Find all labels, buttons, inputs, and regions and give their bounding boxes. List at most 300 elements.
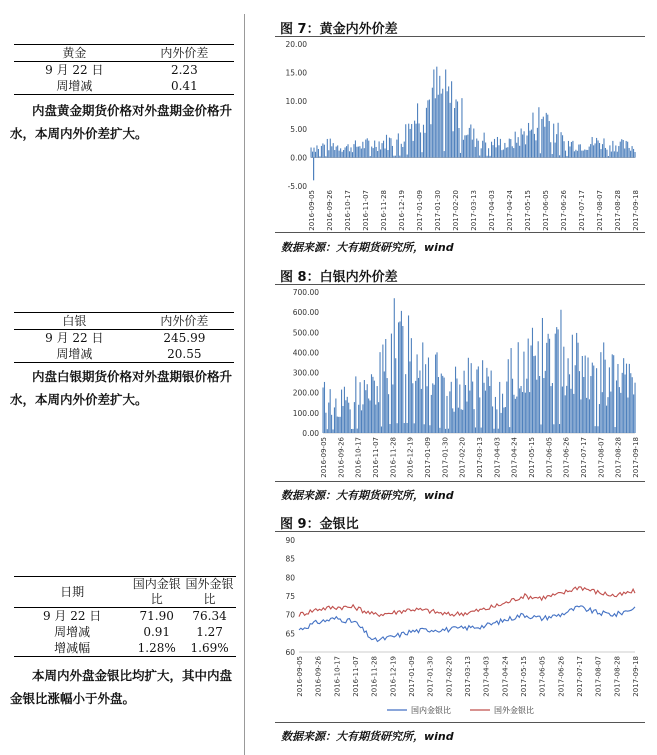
chart-9-title: 图 9：金银比 xyxy=(280,517,359,532)
bar xyxy=(423,125,424,158)
bar xyxy=(472,382,473,433)
bar xyxy=(630,151,631,158)
bar xyxy=(625,374,626,433)
bar xyxy=(374,381,375,433)
bar xyxy=(552,383,553,433)
x-tick-label: 2017-06-05 xyxy=(538,656,547,697)
bar xyxy=(522,392,523,433)
bar xyxy=(318,149,319,158)
bar xyxy=(361,149,362,158)
bar xyxy=(492,406,493,433)
bar xyxy=(569,146,570,157)
y-tick-label: 700.00 xyxy=(292,288,319,297)
bar xyxy=(560,310,561,433)
bar xyxy=(389,424,390,433)
bar xyxy=(386,135,387,158)
bar xyxy=(633,149,634,158)
x-tick-label: 2017-08-07 xyxy=(596,190,604,231)
x-tick-label: 2017-04-03 xyxy=(482,656,491,697)
bar xyxy=(589,399,590,433)
bar xyxy=(538,107,539,157)
gold-row-label: 9 月 22 日 xyxy=(45,63,104,77)
bar xyxy=(368,141,369,158)
bar xyxy=(340,148,341,157)
bar xyxy=(479,397,480,433)
bar xyxy=(395,156,396,158)
bar xyxy=(547,115,548,158)
bar xyxy=(543,378,544,433)
bar xyxy=(419,123,420,157)
bar xyxy=(524,131,525,157)
bar xyxy=(535,356,536,433)
bar xyxy=(485,391,486,433)
bar xyxy=(439,76,440,158)
bar xyxy=(413,141,414,158)
bar xyxy=(538,341,539,433)
bar xyxy=(393,156,394,158)
silver-row-label: 9 月 22 日 xyxy=(45,331,104,345)
legend-label: 国内金银比 xyxy=(411,706,451,715)
chart-9-source: 数据来源：大有期货研究所，wind xyxy=(281,730,454,743)
gold-row-value: 2.23 xyxy=(170,63,198,77)
bar xyxy=(398,322,399,433)
y-tick-label: 100.00 xyxy=(292,408,319,418)
x-tick-label: 2017-01-09 xyxy=(416,190,424,231)
x-tick-label: 2017-08-28 xyxy=(614,190,622,231)
bar xyxy=(476,139,477,158)
x-tick-label: 2017-04-03 xyxy=(493,437,502,478)
bar xyxy=(405,374,406,433)
x-tick-label: 2017-07-17 xyxy=(580,437,588,478)
bar xyxy=(478,141,479,158)
silver-spread-chart xyxy=(275,285,645,481)
bar xyxy=(583,151,584,158)
bar xyxy=(427,386,428,433)
bar xyxy=(382,345,383,433)
bar xyxy=(417,103,418,157)
gold-row-value: 0.41 xyxy=(170,79,198,93)
silver-header-1: 内外价差 xyxy=(135,313,234,330)
bar xyxy=(390,138,391,157)
bar xyxy=(504,143,505,158)
bar xyxy=(408,315,409,433)
bar xyxy=(505,407,506,433)
bar xyxy=(447,91,448,157)
bar xyxy=(540,153,541,157)
x-tick-label: 2017-01-30 xyxy=(434,190,442,231)
y-tick-label: 65 xyxy=(285,629,295,639)
bar xyxy=(546,343,547,433)
x-tick-label: 2017-05-15 xyxy=(524,190,532,231)
bar xyxy=(482,360,483,433)
x-tick-label: 2016-12-19 xyxy=(398,190,406,231)
bar xyxy=(398,133,399,157)
bar xyxy=(364,148,365,157)
y-tick-label: 0.00 xyxy=(302,429,319,438)
bar xyxy=(350,147,351,157)
ratio-row-domestic: 0.91 xyxy=(143,625,171,639)
bar xyxy=(605,148,606,158)
bar xyxy=(454,412,455,433)
bar xyxy=(465,385,466,433)
bar xyxy=(370,156,371,158)
bar xyxy=(324,382,325,433)
bar xyxy=(579,371,580,433)
bar xyxy=(362,404,363,433)
bar xyxy=(500,139,501,158)
bar xyxy=(466,402,467,433)
bar xyxy=(590,144,591,158)
bar xyxy=(439,428,440,433)
bar xyxy=(544,127,545,158)
bar xyxy=(430,124,431,157)
bar xyxy=(372,377,373,433)
x-tick-label: 2016-12-19 xyxy=(389,656,398,697)
bar xyxy=(411,124,412,158)
bar xyxy=(503,408,504,433)
x-tick-label: 2017-08-28 xyxy=(614,437,623,478)
bar xyxy=(528,339,529,433)
bar xyxy=(315,152,316,158)
bar xyxy=(515,132,516,158)
bar xyxy=(623,140,624,158)
bar xyxy=(629,148,630,158)
bar xyxy=(561,132,562,157)
x-tick-label: 2017-03-13 xyxy=(470,190,478,231)
bar xyxy=(525,393,526,433)
y-tick-label: 300.00 xyxy=(292,368,319,378)
bar xyxy=(602,392,603,433)
ratio-row-label: 增减幅 xyxy=(54,641,91,655)
ratio-row-label: 周增减 xyxy=(54,625,91,639)
bar xyxy=(516,143,517,158)
bar xyxy=(545,371,546,433)
bar xyxy=(526,379,527,433)
bar xyxy=(458,128,459,158)
bar xyxy=(442,89,443,158)
bar xyxy=(397,423,398,433)
x-tick-label: 2016-09-26 xyxy=(337,437,346,478)
bar xyxy=(472,140,473,158)
bar xyxy=(593,366,594,433)
bar xyxy=(376,147,377,158)
bar xyxy=(457,101,458,157)
bar xyxy=(492,145,493,157)
bar xyxy=(553,424,554,433)
chart-8-frame-bottom xyxy=(275,481,645,482)
bar xyxy=(328,150,329,157)
bar xyxy=(461,98,462,157)
bar xyxy=(444,151,445,158)
bar xyxy=(633,394,634,433)
bar xyxy=(313,148,314,158)
bar xyxy=(562,387,563,433)
bar xyxy=(460,153,461,158)
chart-7-source: 数据来源：大有期货研究所，wind xyxy=(281,241,454,254)
bar xyxy=(559,424,560,433)
bar xyxy=(410,129,411,158)
bar xyxy=(355,140,356,157)
silver-row-value: 20.55 xyxy=(167,347,202,361)
bar xyxy=(455,367,456,433)
bar xyxy=(486,368,487,433)
bar xyxy=(389,138,390,158)
silver-comment: 内盘白银期货价格对外盘期银价格升水，本周内外价差扩大。 xyxy=(10,369,233,407)
bar xyxy=(438,377,439,433)
bar xyxy=(488,377,489,433)
bar xyxy=(459,384,460,433)
y-tick-label: 20.00 xyxy=(285,40,307,49)
gold-table xyxy=(14,44,234,95)
y-tick-label: 75 xyxy=(285,592,295,601)
bar xyxy=(335,398,336,433)
bar xyxy=(361,410,362,433)
bar xyxy=(407,155,408,158)
bar xyxy=(417,354,418,433)
bar xyxy=(501,413,502,433)
bar xyxy=(469,128,470,158)
bar xyxy=(478,366,479,433)
bar xyxy=(599,404,600,433)
bar xyxy=(358,405,359,433)
bar xyxy=(405,124,406,157)
bar xyxy=(365,390,366,433)
bar xyxy=(357,429,358,433)
y-tick-label: -5.00 xyxy=(287,182,307,191)
bar xyxy=(566,386,567,433)
bar xyxy=(513,395,514,433)
bar xyxy=(337,417,338,433)
bar xyxy=(598,140,599,157)
bar xyxy=(469,391,470,433)
bar xyxy=(334,150,335,158)
bar xyxy=(575,150,576,158)
ratio-row-domestic: 1.28% xyxy=(137,641,176,655)
bar xyxy=(434,385,435,433)
bar xyxy=(421,389,422,433)
bar xyxy=(327,429,328,433)
gold-header-0: 黄金 xyxy=(14,45,135,62)
x-tick-label: 2017-03-13 xyxy=(476,437,484,478)
bar xyxy=(580,399,581,433)
bar xyxy=(367,384,368,433)
bar xyxy=(578,343,579,433)
bar xyxy=(379,141,380,157)
bar xyxy=(475,427,476,433)
y-tick-label: 90 xyxy=(285,536,295,545)
y-tick-label: 0.00 xyxy=(290,153,307,163)
bar xyxy=(502,394,503,433)
bar xyxy=(408,124,409,158)
bar xyxy=(615,427,616,433)
bar xyxy=(412,383,413,433)
bar xyxy=(325,413,326,433)
bar xyxy=(330,389,331,433)
silver-row-value: 245.99 xyxy=(163,331,206,345)
bar xyxy=(558,329,559,433)
bar xyxy=(599,143,600,158)
bar xyxy=(481,148,482,157)
bar xyxy=(550,142,551,157)
gold-spread-chart xyxy=(275,37,645,232)
bar xyxy=(632,146,633,158)
bar xyxy=(482,141,483,158)
bar xyxy=(600,149,601,157)
bar xyxy=(396,140,397,158)
bar xyxy=(532,113,533,158)
bar xyxy=(444,378,445,433)
bar xyxy=(585,356,586,433)
bar xyxy=(528,123,529,158)
bar xyxy=(436,352,437,433)
bar xyxy=(581,151,582,158)
bar xyxy=(521,386,522,433)
x-tick-label: 2017-09-18 xyxy=(632,437,640,478)
bar xyxy=(401,144,402,158)
x-tick-label: 2017-01-09 xyxy=(424,437,432,478)
bar xyxy=(346,146,347,157)
y-tick-label: 70 xyxy=(285,610,295,620)
bar xyxy=(321,146,322,158)
bar xyxy=(627,398,628,433)
bar xyxy=(549,339,550,433)
x-tick-label: 2016-11-07 xyxy=(362,190,370,231)
bar xyxy=(458,408,459,433)
bar xyxy=(345,400,346,433)
y-tick-label: 5.00 xyxy=(290,125,307,135)
bar xyxy=(337,145,338,157)
y-tick-label: 400.00 xyxy=(292,348,319,358)
bar xyxy=(577,151,578,158)
x-tick-label: 2017-03-13 xyxy=(464,656,472,697)
bar xyxy=(479,156,480,158)
bar xyxy=(531,130,532,158)
x-tick-label: 2017-06-05 xyxy=(542,190,550,231)
bar xyxy=(324,145,325,158)
bar xyxy=(552,154,553,158)
bar xyxy=(414,423,415,433)
bar xyxy=(387,378,388,433)
bar xyxy=(473,128,474,157)
bar xyxy=(565,395,566,433)
bar xyxy=(476,369,477,433)
ratio-row-foreign: 1.27 xyxy=(196,625,223,639)
bar xyxy=(442,376,443,433)
bar xyxy=(471,363,472,433)
x-tick-label: 2017-07-17 xyxy=(576,656,584,697)
bar xyxy=(565,151,566,158)
x-tick-label: 2017-04-03 xyxy=(488,190,496,231)
bar xyxy=(338,417,339,433)
bar xyxy=(595,426,596,433)
bar xyxy=(358,147,359,158)
bar xyxy=(331,415,332,433)
ratio-row-foreign: 76.34 xyxy=(192,609,227,623)
bar xyxy=(495,397,496,433)
bar xyxy=(626,364,627,433)
bar xyxy=(509,139,510,158)
x-tick-label: 2017-02-20 xyxy=(445,656,454,697)
bar xyxy=(422,342,423,433)
ratio-comment: 本周内外盘金银比均扩大，其中内盘金银比涨幅小于外盘。 xyxy=(10,668,233,706)
bar xyxy=(433,69,434,157)
bar xyxy=(574,151,575,157)
bar xyxy=(364,380,365,433)
bar xyxy=(563,141,564,157)
x-tick-label: 2016-11-07 xyxy=(372,437,380,478)
bar xyxy=(609,145,610,157)
bar xyxy=(596,368,597,433)
bar xyxy=(582,356,583,433)
bar xyxy=(498,429,499,433)
x-tick-label: 2017-08-07 xyxy=(594,656,603,697)
gold-row-label: 周增减 xyxy=(56,79,93,93)
bar xyxy=(635,152,636,158)
bar xyxy=(518,342,519,433)
bar xyxy=(384,148,385,157)
x-tick-label: 2016-10-17 xyxy=(344,190,352,231)
bar xyxy=(352,429,353,433)
bar xyxy=(373,148,374,158)
bar xyxy=(546,113,547,158)
bar xyxy=(464,371,465,433)
chart-8-title: 图 8：白银内外价差 xyxy=(280,270,398,285)
bar xyxy=(448,86,449,157)
bar xyxy=(371,147,372,158)
x-tick-label: 2016-10-17 xyxy=(333,656,342,697)
bar xyxy=(429,425,430,433)
bar xyxy=(589,147,590,158)
bar xyxy=(539,376,540,433)
x-tick-label: 2017-06-26 xyxy=(562,437,571,478)
x-tick-label: 2016-09-05 xyxy=(308,190,316,231)
bar xyxy=(427,100,428,157)
bar xyxy=(532,328,533,433)
bar xyxy=(602,144,603,158)
bar xyxy=(495,147,496,157)
bar xyxy=(553,124,554,158)
bar xyxy=(534,134,535,158)
bar xyxy=(612,354,613,433)
bar xyxy=(572,141,573,158)
bar xyxy=(343,150,344,158)
bar xyxy=(491,142,492,158)
bar xyxy=(556,134,557,157)
bar xyxy=(450,103,451,158)
bar xyxy=(511,348,512,433)
bar xyxy=(348,403,349,433)
bar xyxy=(425,364,426,433)
bar xyxy=(529,392,530,433)
bar xyxy=(327,139,328,158)
ratio-table xyxy=(14,576,236,657)
bar xyxy=(436,67,437,158)
bar xyxy=(499,382,500,433)
bar xyxy=(319,156,320,157)
x-tick-label: 2017-09-18 xyxy=(632,656,640,697)
bar xyxy=(523,352,524,433)
bar xyxy=(549,121,550,158)
bar xyxy=(603,342,604,433)
bar xyxy=(506,148,507,158)
bar xyxy=(414,121,415,158)
bar xyxy=(328,403,329,433)
column-divider xyxy=(244,14,245,755)
bar xyxy=(383,141,384,158)
y-tick-label: 200.00 xyxy=(292,388,319,398)
bar xyxy=(392,384,393,433)
y-tick-label: 10.00 xyxy=(285,96,307,106)
